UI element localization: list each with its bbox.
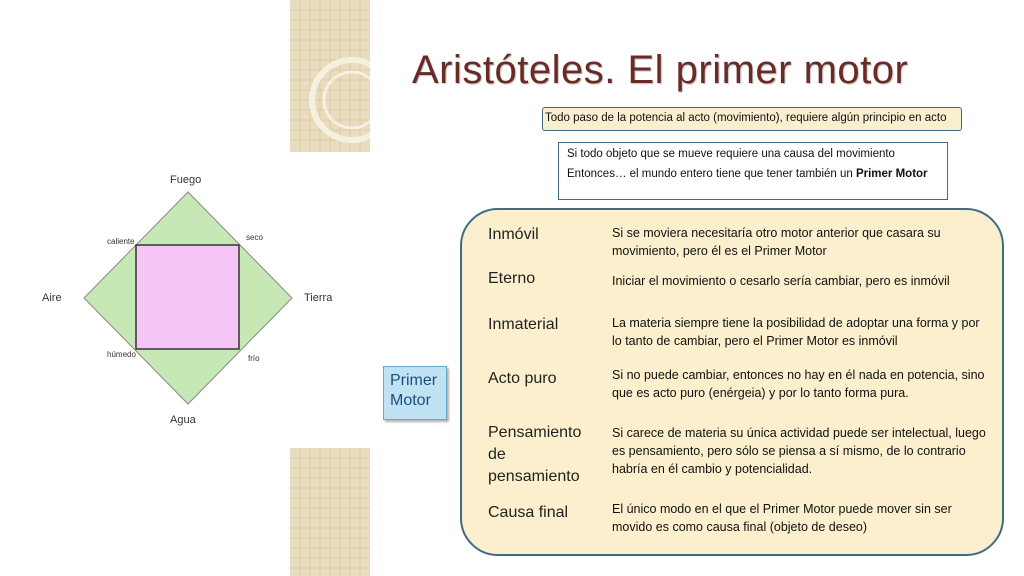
decorative-pattern-icon [290, 0, 370, 152]
attribute-name-causa-final: Causa final [488, 504, 569, 521]
reasoning-line-2-bold: Primer Motor [855, 168, 928, 180]
page-title: Aristóteles. El primer motor [412, 48, 909, 92]
attribute-name-inmaterial: Inmaterial [488, 316, 559, 333]
primer-motor-node [383, 366, 447, 420]
attribute-name-eterno: Eterno [488, 270, 536, 287]
attribute-desc-inmaterial: La materia siempre tiene la posibilidad de adoptar una forma y por lo tanto de cambiar, pero el Primer Motor es inmóvil [612, 316, 980, 348]
inner-square [136, 245, 239, 349]
attribute-desc-pensamiento: Si carece de materia su única actividad puede ser intelectual, luego es pensamiento, pero sólo se piensa a sí mismo, de lo contrario habría en él cambio y potencialidad. [612, 426, 986, 476]
label-fuego: Fuego [170, 174, 202, 186]
label-agua: Agua [170, 414, 196, 426]
attribute-name-acto-puro: Acto puro [488, 370, 557, 387]
reasoning-line-2-text: Entonces… el mundo entero tiene que tener también un [567, 168, 856, 180]
reasoning-box [558, 142, 948, 200]
decorative-strip-top [290, 0, 370, 152]
label-seco: seco [246, 233, 263, 242]
decorative-pattern-icon [290, 448, 370, 576]
decorative-strip-bottom [290, 448, 370, 576]
label-aire: Aire [42, 292, 62, 304]
premise-box: Todo paso de la potencia al acto (movimiento), requiere algún principio en acto [542, 107, 962, 131]
label-tierra: Tierra [304, 292, 333, 304]
attribute-desc-eterno: Iniciar el movimiento o cesarlo sería cambiar, pero es inmóvil [612, 274, 950, 288]
primer-motor-line-2: Motor [390, 392, 431, 409]
attribute-name-pensamiento: Pensamiento de pensamiento [488, 424, 582, 485]
attribute-desc-acto-puro: Si no puede cambiar, entonces no hay en él nada en potencia, sino que es acto puro (enérgeia) y por lo tanto forma pura. [612, 368, 985, 400]
attribute-desc-inmovil: Si se moviera necesitaría otro motor anterior que casara su movimiento, pero él es el Primer Motor [612, 226, 941, 258]
primer-motor-line-1: Primer [390, 372, 438, 389]
attribute-desc-causa-final: El único modo en el que el Primer Motor puede mover sin ser movido es como causa final (objeto de deseo) [612, 502, 952, 534]
attribute-name-inmovil: Inmóvil [488, 226, 539, 243]
reasoning-line-2 [567, 168, 939, 180]
reasoning-line-1: Si todo objeto que se mueve requiere una causa del movimiento [567, 148, 895, 160]
label-humedo: húmedo [107, 350, 136, 359]
label-caliente: caliente [107, 237, 135, 246]
label-frio: frío [248, 354, 260, 363]
elements-diagram [30, 160, 360, 440]
attributes-panel [460, 208, 1004, 556]
